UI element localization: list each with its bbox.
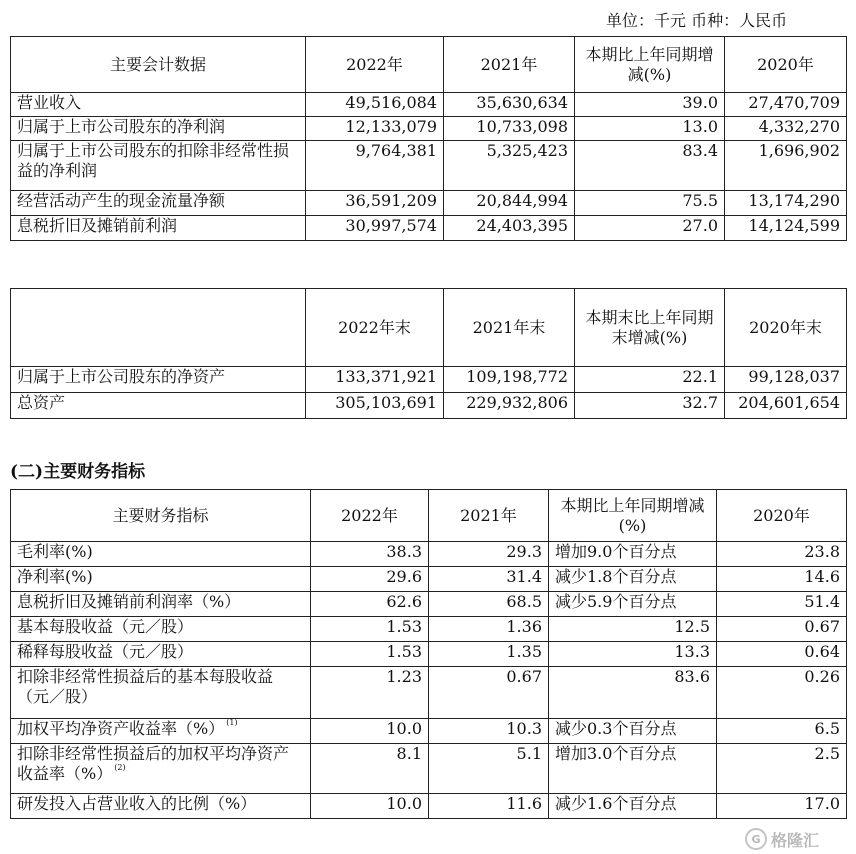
- header-cell: 2020年: [717, 490, 847, 542]
- value-cell: 229,932,806: [444, 393, 575, 419]
- value-cell: 10.0: [311, 794, 429, 819]
- table-row: [11, 117, 847, 141]
- value-cell: 32.7: [575, 393, 725, 419]
- row-label: 净利率(%): [11, 567, 311, 592]
- value-cell: 1,696,902: [725, 141, 847, 191]
- value-cell: 27.0: [575, 216, 725, 241]
- header-cell: 本期比上年同期增减(%): [575, 37, 725, 93]
- value-cell: 204,601,654: [725, 393, 847, 419]
- value-cell: 83.4: [575, 141, 725, 191]
- table-row: [11, 93, 847, 117]
- value-cell: 0.26: [717, 667, 847, 719]
- table-header-row: [11, 490, 847, 542]
- value-cell: 75.5: [575, 191, 725, 216]
- change-cell: 增加3.0个百分点: [549, 744, 717, 794]
- value-cell: 29.6: [311, 567, 429, 592]
- table-row: [11, 642, 847, 667]
- change-cell: 减少5.9个百分点: [549, 592, 717, 617]
- table-row: [11, 141, 847, 191]
- table-row: [11, 667, 847, 719]
- value-cell: 14.6: [717, 567, 847, 592]
- table-row: [11, 216, 847, 241]
- value-cell: 22.1: [575, 367, 725, 393]
- change-cell: 增加9.0个百分点: [549, 542, 717, 567]
- value-cell: 23.8: [717, 542, 847, 567]
- value-cell: 14,124,599: [725, 216, 847, 241]
- value-cell: 27,470,709: [725, 93, 847, 117]
- value-cell: 8.1: [311, 744, 429, 794]
- value-cell: 99,128,037: [725, 367, 847, 393]
- value-cell: 39.0: [575, 93, 725, 117]
- value-cell: 6.5: [717, 719, 847, 744]
- value-cell: 1.35: [429, 642, 549, 667]
- value-cell: 0.67: [717, 617, 847, 642]
- value-cell: 109,198,772: [444, 367, 575, 393]
- value-cell: 0.67: [429, 667, 549, 719]
- table-row: [11, 191, 847, 216]
- header-cell: 2021年: [429, 490, 549, 542]
- value-cell: 305,103,691: [306, 393, 444, 419]
- value-cell: 13,174,290: [725, 191, 847, 216]
- header-cell: [11, 289, 306, 367]
- table-row: [11, 393, 847, 419]
- header-cell: 2020年: [725, 37, 847, 93]
- header-cell: 本期比上年同期增减(%): [549, 490, 717, 542]
- value-cell: 11.6: [429, 794, 549, 819]
- value-cell: 29.3: [429, 542, 549, 567]
- header-cell: 2021年: [444, 37, 575, 93]
- row-label: 归属于上市公司股东的净利润: [11, 117, 306, 141]
- value-cell: 36,591,209: [306, 191, 444, 216]
- row-label: 息税折旧及摊销前利润: [11, 216, 306, 241]
- row-label: 毛利率(%): [11, 542, 311, 567]
- value-cell: 30,997,574: [306, 216, 444, 241]
- header-cell: 2022年末: [306, 289, 444, 367]
- value-cell: 4,332,270: [725, 117, 847, 141]
- row-label: 总资产: [11, 393, 306, 419]
- accounting-data-table: [10, 36, 847, 241]
- value-cell: 10,733,098: [444, 117, 575, 141]
- value-cell: 10.3: [429, 719, 549, 744]
- row-label: 基本每股收益（元／股）: [11, 617, 311, 642]
- value-cell: 10.0: [311, 719, 429, 744]
- header-cell: 主要会计数据: [11, 37, 306, 93]
- row-label: [11, 744, 311, 794]
- header-cell: 2022年: [306, 37, 444, 93]
- value-cell: 1.53: [311, 617, 429, 642]
- change-cell: 12.5: [549, 617, 717, 642]
- table-row: [11, 542, 847, 567]
- header-cell: 2021年末: [444, 289, 575, 367]
- value-cell: 2.5: [717, 744, 847, 794]
- value-cell: 1.23: [311, 667, 429, 719]
- table-row: [11, 744, 847, 794]
- row-label: 稀释每股收益（元／股）: [11, 642, 311, 667]
- value-cell: 51.4: [717, 592, 847, 617]
- table-row: [11, 794, 847, 819]
- row-label: 归属于上市公司股东的净资产: [11, 367, 306, 393]
- value-cell: 49,516,084: [306, 93, 444, 117]
- change-cell: 83.6: [549, 667, 717, 719]
- table-row: [11, 719, 847, 744]
- value-cell: 17.0: [717, 794, 847, 819]
- value-cell: 0.64: [717, 642, 847, 667]
- change-cell: 13.3: [549, 642, 717, 667]
- table-row: [11, 367, 847, 393]
- value-cell: 1.36: [429, 617, 549, 642]
- value-cell: 5.1: [429, 744, 549, 794]
- header-cell: 本期末比上年同期末增减(%): [575, 289, 725, 367]
- value-cell: 38.3: [311, 542, 429, 567]
- row-label: 扣除非经常性损益后的基本每股收益（元／股）: [11, 667, 311, 719]
- row-label: 经营活动产生的现金流量净额: [11, 191, 306, 216]
- table-row: [11, 592, 847, 617]
- value-cell: 62.6: [311, 592, 429, 617]
- table-row: [11, 617, 847, 642]
- header-cell: 2022年: [311, 490, 429, 542]
- row-label-text: 加权平均净资产收益率（%）: [17, 719, 225, 738]
- financial-indicators-table: [10, 489, 847, 819]
- row-label-text: 扣除非经常性损益后的加权平均净资产收益率（%）: [17, 744, 290, 783]
- value-cell: 9,764,381: [306, 141, 444, 191]
- table-row: [11, 567, 847, 592]
- value-cell: 20,844,994: [444, 191, 575, 216]
- change-cell: 减少0.3个百分点: [549, 719, 717, 744]
- value-cell: 12,133,079: [306, 117, 444, 141]
- footnote-mark: (2): [114, 763, 126, 772]
- change-cell: 减少1.8个百分点: [549, 567, 717, 592]
- row-label: 营业收入: [11, 93, 306, 117]
- section-title: (二)主要财务指标: [10, 462, 146, 482]
- assets-table: [10, 288, 847, 419]
- table-header-row: [11, 289, 847, 367]
- watermark-text: 格隆汇: [771, 830, 820, 850]
- footnote-mark: (1): [226, 718, 238, 727]
- table-header-row: [11, 37, 847, 93]
- value-cell: 5,325,423: [444, 141, 575, 191]
- value-cell: 31.4: [429, 567, 549, 592]
- logo-icon: G: [745, 828, 767, 850]
- value-cell: 35,630,634: [444, 93, 575, 117]
- row-label: [11, 719, 311, 744]
- value-cell: 133,371,921: [306, 367, 444, 393]
- row-label: 归属于上市公司股东的扣除非经常性损益的净利润: [11, 141, 306, 191]
- row-label: 研发投入占营业收入的比例（%）: [11, 794, 311, 819]
- change-cell: 减少1.6个百分点: [549, 794, 717, 819]
- unit-currency-note: 单位：千元 币种：人民币: [606, 11, 788, 30]
- value-cell: 1.53: [311, 642, 429, 667]
- value-cell: 24,403,395: [444, 216, 575, 241]
- value-cell: 68.5: [429, 592, 549, 617]
- header-cell: 2020年末: [725, 289, 847, 367]
- value-cell: 13.0: [575, 117, 725, 141]
- watermark-logo: [745, 826, 853, 852]
- row-label: 息税折旧及摊销前利润率（%）: [11, 592, 311, 617]
- header-cell: 主要财务指标: [11, 490, 311, 542]
